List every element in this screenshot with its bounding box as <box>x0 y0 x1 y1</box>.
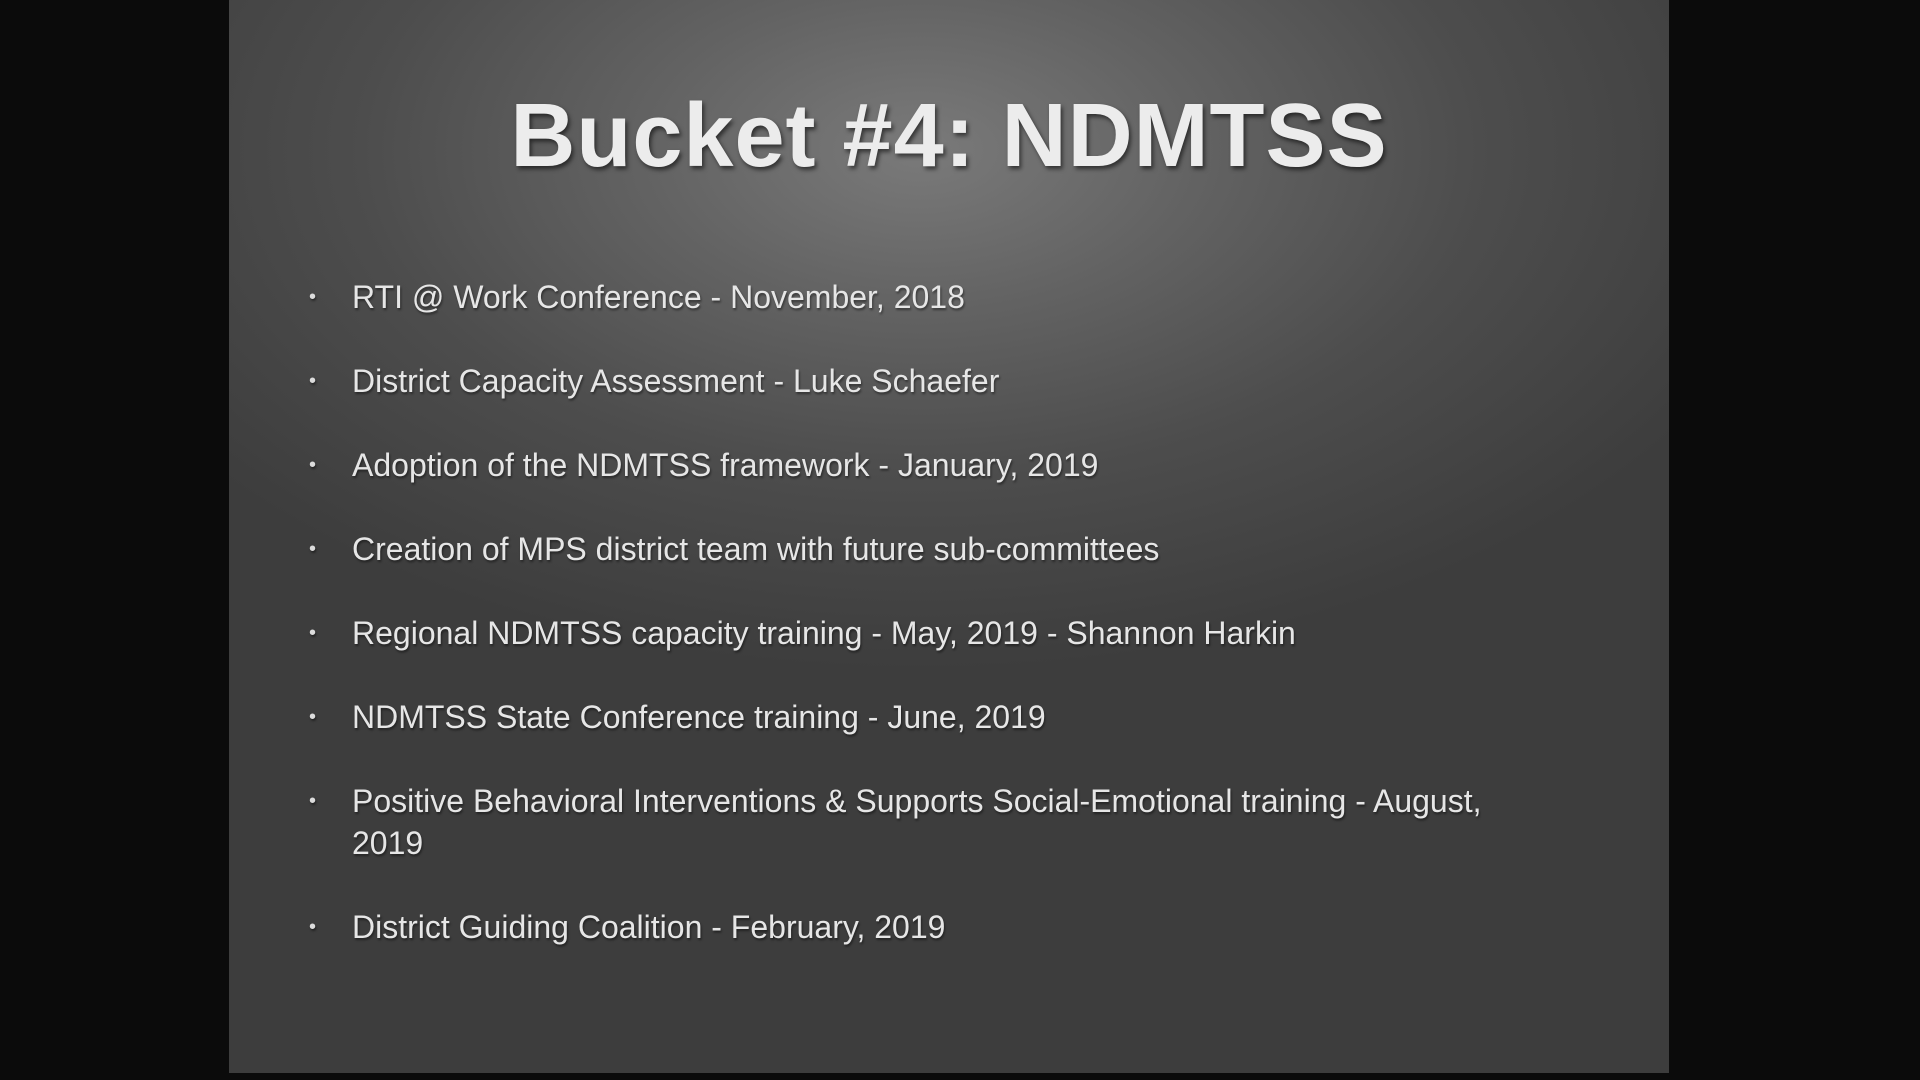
presentation-slide <box>229 0 1669 1073</box>
bullet-icon: • <box>309 790 317 812</box>
bullet-text: RTI @ Work Conference - November, 2018 <box>352 279 965 315</box>
bullet-item <box>309 906 1559 948</box>
slide-title: Bucket #4: NDMTSS <box>510 86 1388 186</box>
bullet-icon: • <box>309 538 317 560</box>
bullet-item <box>309 276 1559 318</box>
bullet-icon: • <box>309 622 317 644</box>
bullet-text: Positive Behavioral Interventions & Supports Social-Emotional training - August, 2019 <box>352 783 1482 861</box>
bullet-text: Adoption of the NDMTSS framework - January, 2019 <box>352 447 1099 483</box>
bullet-icon: • <box>309 454 317 476</box>
bullet-item <box>309 360 1559 402</box>
bullet-text: Regional NDMTSS capacity training - May, 2019 - Shannon Harkin <box>352 615 1296 651</box>
bullet-icon: • <box>309 286 317 308</box>
bullet-text: Creation of MPS district team with future sub-committees <box>352 531 1160 567</box>
bullet-item <box>309 528 1559 570</box>
bullet-icon: • <box>309 370 317 392</box>
bullet-text: District Guiding Coalition - February, 2019 <box>352 909 946 945</box>
bullet-item <box>309 612 1559 654</box>
bullet-text: NDMTSS State Conference training - June, 2019 <box>352 699 1046 735</box>
bullet-icon: • <box>309 916 317 938</box>
bullet-item <box>309 696 1559 738</box>
bullet-icon: • <box>309 706 317 728</box>
bullet-text: District Capacity Assessment - Luke Schaefer <box>352 363 1000 399</box>
bullet-list <box>309 276 1559 990</box>
bullet-item <box>309 780 1559 864</box>
bullet-item <box>309 444 1559 486</box>
